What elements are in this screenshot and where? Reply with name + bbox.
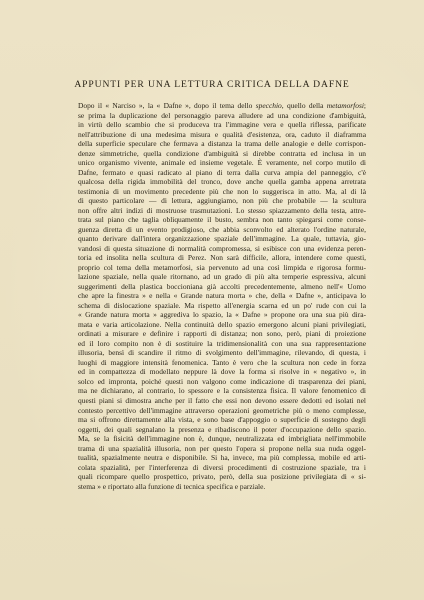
body-line: lazione spaziale, nella quale ritornano, ad un grado di più alta temperie espressiva, alcuni bbox=[78, 272, 366, 282]
body-line: che apre la finestra » e nella « Grande natura morta » che, della « Dafne », anticipava lo bbox=[78, 291, 366, 301]
body-line: in virtù dello scambio che si produceva tra l'immagine vera e quella riflessa, parificate bbox=[78, 120, 366, 130]
body-line: oggetti, dei quali segnalano la presenza e ribadiscono il poter d'occupazione dello spazio. bbox=[78, 424, 366, 434]
body-line: trata sul piano che taglia obliquamente il busto, sembra non tanto spiegarsi come conse- bbox=[78, 215, 366, 225]
body-line: nell'attribuzione di una medesima misura e qualità d'esistenza, ora, caduto il diaframma bbox=[78, 129, 366, 139]
body-line: contesto percettivo dell'immagine attraverso operazioni geometriche più o meno complesse, bbox=[78, 405, 366, 415]
body-line: della superficie speculare che fermava a distanza la trama delle analogie e delle corrispon- bbox=[78, 139, 366, 149]
body-line: vandosi di questa situazione di normalità compromessa, si esibisce con una evidenza peren- bbox=[78, 243, 366, 253]
body-line: illusoria, bensì di scandire il ritmo di svolgimento dell'immagine, rilevando, di questa, i bbox=[78, 348, 366, 358]
body-line: mata e varia articolazione. Nella continuità dello spazio emergono alcuni piani privilegiati, bbox=[78, 319, 366, 329]
body-line: ma ne dichiarano, al contrario, lo spessore e la consistenza fisica. Il valore fenomenico di bbox=[78, 386, 366, 396]
body-line: ed in compattezza di modellato neppure là dove la forma si risolve in « negativo », in bbox=[78, 367, 366, 377]
body-line: Dafne, fermato e quasi radicato al piano di terra dalla curva ampia del panneggio, c'è bbox=[78, 167, 366, 177]
body-line: unico organismo vivente, animale ed insieme vegetale. È veramente, nel corpo mutilo di bbox=[78, 158, 366, 168]
body-line: trama di una spazialità illusoria, non per questo l'opera si propone nella sua nuda oggel- bbox=[78, 443, 366, 453]
body-line: di questo particolare — di lettura, aggiungiamo, non più che probabile — la scultura bbox=[78, 196, 366, 206]
body-line: colata spazialità, per l'interferenza di diversi procedimenti di costruzione spaziale, tra i bbox=[78, 462, 366, 472]
body-line: Ma, se la fisicità dell'immagine non è, dunque, neutralizzata ed imbrigliata nell'immobile bbox=[78, 434, 366, 444]
body-line: suggerimenti della plastica boccioniana già accolti precedentemente, almeno nell'« Uomo bbox=[78, 281, 366, 291]
body-line: toria ed insolita nella scultura di Perez. Non sarà difficile, allora, intendere come questi, bbox=[78, 253, 366, 263]
body-line: ordinati a misurare e definire i rapporti di distanza; non sono, però, piani di proiezione bbox=[78, 329, 366, 339]
body-line: qualcosa della rigida immobilità del tronco, dove anche quella gamba appena arretrata bbox=[78, 177, 366, 187]
body-line: luoghi di maggiore intensità fenomenica. Tanto è vero che la scultura non cede in forza bbox=[78, 357, 366, 367]
body-line: questi piani si dimostra anche per il fatto che essi non devono essere dedotti ed isolati nel bbox=[78, 395, 366, 405]
body-line: se prima la duplicazione del personaggio pareva alludere ad una condizione d'ambiguità, bbox=[78, 110, 366, 120]
body-line: quali ricompare quello prospettico, privato, però, della sua posizione privilegiata di « si- bbox=[78, 472, 366, 482]
body-line: denze simmetriche, quella condizione d'ambiguità si direbbe contratta ed inclusa in un bbox=[78, 148, 366, 158]
body-line: quanto derivare dall'intera organizzazione spaziale dell'immagine. La quale, tuttavia, gio- bbox=[78, 234, 366, 244]
article-body bbox=[78, 101, 366, 491]
body-line: proprio col tema della metamorfosi, sia pervenuto ad una così limpida e rigorosa formu- bbox=[78, 262, 366, 272]
body-line: non offre altri indizi di mostruose trasmutazioni. Lo stesso spiazzamento della testa, attre- bbox=[78, 205, 366, 215]
body-line: schema di dislocazione spaziale. Ma rispetto all'energia scarna ed un po' rude con cui la bbox=[78, 300, 366, 310]
body-line: stema » e riportato alla funzione di tecnica specifica e parziale. bbox=[78, 481, 266, 491]
body-line: guenza diretta di un evento prodigioso, che abbia sconvolto ed alterato l'ordine naturale, bbox=[78, 224, 366, 234]
body-line: ed il loro compito non è di sostituire la tridimensionalità con una sua rappresentazione bbox=[78, 338, 366, 348]
article-title: APPUNTI PER UNA LETTURA CRITICA DELLA DAFNE bbox=[74, 79, 350, 90]
body-line: tualità, spazialmente neutra e disponibile. Si ha, invece, ma più complessa, mobile ed arti- bbox=[78, 453, 366, 463]
body-line: ma si offrono direttamente alla vista, e sono base d'appoggio o superficie di sostegno degli bbox=[78, 415, 366, 425]
body-line: Dopo il « Narciso », la « Dafne », dopo il tema dello specchio, quello della metamorfosi; bbox=[78, 101, 366, 110]
body-line: « Grande natura morta » aggrediva lo spazio, la « Dafne » propone ora una sua più dira- bbox=[78, 310, 366, 320]
body-line: solco ed impronta, poiché questi non valgono come indicazione di trasparenza dei piani, bbox=[78, 376, 366, 386]
body-line: testimonia di un movimento precedente più che non lo suggerisca in atto. Ma, al di là bbox=[78, 186, 366, 196]
